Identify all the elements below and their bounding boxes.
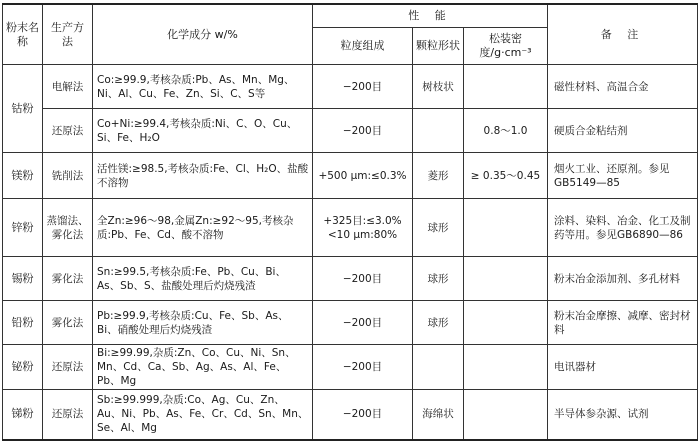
remarks-cell: 半导体参杂源、试剂 <box>548 390 698 440</box>
bulk-density-cell <box>464 301 548 345</box>
particle-shape-cell: 球形 <box>413 199 464 257</box>
bulk-density-cell <box>464 390 548 440</box>
remarks-cell: 烟火工业、还原剂。参见GB5149—85 <box>548 153 698 199</box>
method-cell: 还原法 <box>43 345 93 390</box>
table-row <box>3 199 698 257</box>
powder-table-container <box>2 3 697 441</box>
remarks-cell: 涂料、染料、冶金、化工及制药等用。参见GB6890—86 <box>548 199 698 257</box>
particle-size-cell: +500 μm:≤0.3% <box>313 153 413 199</box>
particle-shape-cell <box>413 109 464 153</box>
powder-name-cell: 锡粉 <box>3 257 43 301</box>
powder-properties-table <box>2 3 698 441</box>
method-cell: 蒸馏法、雾化法 <box>43 199 93 257</box>
header-particle-size: 粒度组成 <box>313 28 413 65</box>
method-cell: 雾化法 <box>43 257 93 301</box>
bulk-density-cell <box>464 199 548 257</box>
particle-shape-cell <box>413 345 464 390</box>
chemical-cell: 全Zn:≥96～98,金属Zn:≥92～95,考核杂质:Pb、Fe、Cd、酸不溶物 <box>93 199 313 257</box>
header-method: 生产方法 <box>43 4 93 65</box>
powder-name-cell: 铋粉 <box>3 345 43 390</box>
table-row <box>3 390 698 440</box>
table-row <box>3 301 698 345</box>
particle-size-cell: −200目 <box>313 65 413 109</box>
method-cell: 铣削法 <box>43 153 93 199</box>
table-row <box>3 257 698 301</box>
header-row-1 <box>3 4 698 28</box>
particle-size-cell: −200目 <box>313 301 413 345</box>
method-cell: 还原法 <box>43 390 93 440</box>
remarks-cell: 粉末冶金摩擦、减摩、密封材料 <box>548 301 698 345</box>
header-particle-shape: 颗粒形状 <box>413 28 464 65</box>
chemical-cell: 活性镁:≥98.5,考核杂质:Fe、Cl、H₂O、盐酸不溶物 <box>93 153 313 199</box>
chemical-cell: Bi:≥99.99,杂质:Zn、Co、Cu、Ni、Sn、Mn、Cd、Ca、Sb、Ag、As、Al、Fe、Pb、Mg <box>93 345 313 390</box>
particle-shape-cell: 球形 <box>413 301 464 345</box>
remarks-cell: 磁性材料、高温合金 <box>548 65 698 109</box>
table-row <box>3 65 698 109</box>
particle-size-cell: −200目 <box>313 390 413 440</box>
bulk-density-cell: ≥ 0.35～0.45 <box>464 153 548 199</box>
header-powder-name: 粉末名称 <box>3 4 43 65</box>
table-row <box>3 345 698 390</box>
bulk-density-cell <box>464 345 548 390</box>
powder-name-cell: 钴粉 <box>3 65 43 153</box>
header-chemical: 化学成分 w/% <box>93 4 313 65</box>
method-cell: 电解法 <box>43 65 93 109</box>
table-row <box>3 153 698 199</box>
particle-size-cell: −200目 <box>313 109 413 153</box>
powder-name-cell: 铅粉 <box>3 301 43 345</box>
table-row <box>3 109 698 153</box>
remarks-cell: 粉末冶金添加剂、多孔材料 <box>548 257 698 301</box>
particle-shape-cell: 菱形 <box>413 153 464 199</box>
bulk-density-cell <box>464 65 548 109</box>
chemical-cell: Sn:≥99.5,考核杂质:Fe、Pb、Cu、Bi、As、Sb、S、盐酸处理后灼烧残渣 <box>93 257 313 301</box>
header-bulk-density: 松装密度/g·cm⁻³ <box>464 28 548 65</box>
remarks-cell: 硬质合金粘结剂 <box>548 109 698 153</box>
particle-shape-cell: 球形 <box>413 257 464 301</box>
chemical-cell: Sb:≥99.999,杂质:Co、Ag、Cu、Zn、Au、Ni、Pb、As、Fe、Cr、Cd、Sn、Mn、Se、Al、Mg <box>93 390 313 440</box>
powder-name-cell: 锑粉 <box>3 390 43 440</box>
particle-size-cell: +325目:≤3.0% <10 μm:80% <box>313 199 413 257</box>
header-remarks: 备 注 <box>548 4 698 65</box>
particle-size-cell: −200目 <box>313 345 413 390</box>
bulk-density-cell <box>464 257 548 301</box>
method-cell: 还原法 <box>43 109 93 153</box>
particle-size-cell: −200目 <box>313 257 413 301</box>
particle-shape-cell: 树枝状 <box>413 65 464 109</box>
powder-name-cell: 镁粉 <box>3 153 43 199</box>
chemical-cell: Co:≥99.9,考核杂质:Pb、As、Mn、Mg、Ni、Al、Cu、Fe、Zn、Si、C、S等 <box>93 65 313 109</box>
remarks-cell: 电讯器材 <box>548 345 698 390</box>
particle-shape-cell: 海绵状 <box>413 390 464 440</box>
chemical-cell: Co+Ni:≥99.4,考核杂质:Ni、C、O、Cu、Si、Fe、H₂O <box>93 109 313 153</box>
method-cell: 雾化法 <box>43 301 93 345</box>
bulk-density-cell: 0.8～1.0 <box>464 109 548 153</box>
header-performance: 性 能 <box>313 4 548 28</box>
chemical-cell: Pb:≥99.9,考核杂质:Cu、Fe、Sb、As、Bi、硝酸处理后灼烧残渣 <box>93 301 313 345</box>
powder-name-cell: 锌粉 <box>3 199 43 257</box>
